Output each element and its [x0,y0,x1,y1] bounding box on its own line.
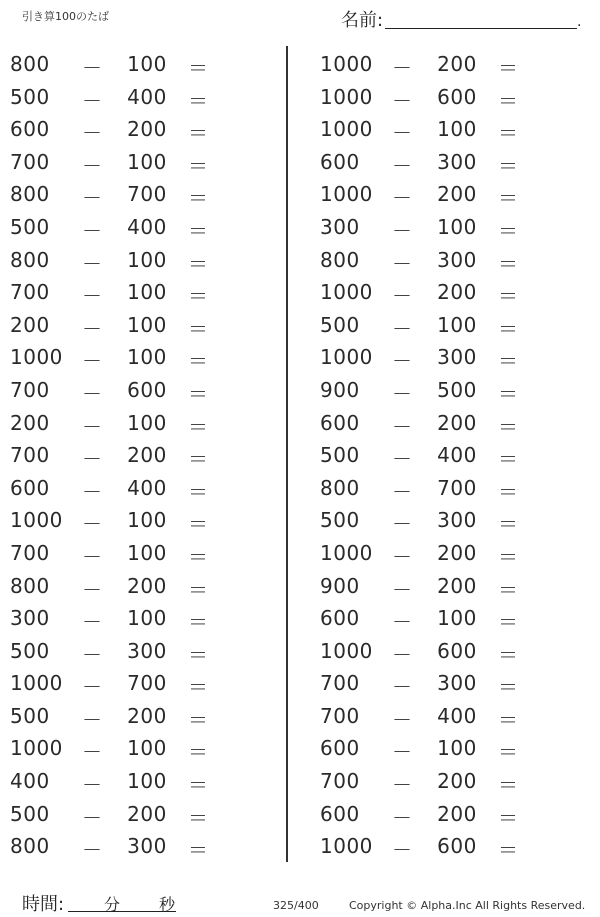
problem-row [310,472,580,505]
column-divider [286,46,288,862]
problem-row [0,211,270,244]
minus-sign: － [82,479,103,504]
equals-sign: ＝ [498,577,519,602]
minus-sign: － [82,251,103,276]
problem-row [0,374,270,407]
equals-sign: ＝ [498,544,519,569]
problem-row [310,211,580,244]
minuend: 500 [10,638,50,663]
subtrahend: 300 [437,149,477,174]
minus-sign: － [82,805,103,830]
problem-row [0,635,270,668]
problem-row [310,113,580,146]
subtrahend: 600 [437,638,477,663]
minuend: 600 [320,410,360,435]
problem-row [0,700,270,733]
subtrahend: 100 [127,736,167,761]
subtrahend: 200 [127,117,167,142]
subtrahend: 400 [127,84,167,109]
subtrahend: 100 [437,117,477,142]
minus-sign: － [392,88,413,113]
minus-sign: － [82,186,103,211]
equals-sign: ＝ [188,121,209,146]
minus-sign: － [392,251,413,276]
equals-sign: ＝ [188,349,209,374]
minus-sign: － [392,642,413,667]
minuend: 1000 [10,345,63,370]
minus-sign: － [392,740,413,765]
subtrahend: 200 [127,573,167,598]
problem-row [0,537,270,570]
copyright-notice: Copyright © Alpha.Inc All Rights Reserved. [349,899,586,912]
minus-sign: － [82,88,103,113]
problem-row [0,341,270,374]
equals-sign: ＝ [498,642,519,667]
subtrahend: 100 [127,540,167,565]
problem-row [310,570,580,603]
minuend: 700 [10,280,50,305]
minus-sign: － [392,610,413,635]
minuend: 1000 [320,834,373,859]
subtrahend: 100 [437,736,477,761]
problem-row [310,439,580,472]
equals-sign: ＝ [498,838,519,863]
minus-sign: － [392,349,413,374]
equals-sign: ＝ [188,773,209,798]
equals-sign: ＝ [188,512,209,537]
equals-sign: ＝ [498,707,519,732]
minuend: 200 [10,410,50,435]
equals-sign: ＝ [498,349,519,374]
problem-row [310,830,580,863]
equals-sign: ＝ [498,316,519,341]
subtrahend: 300 [437,508,477,533]
subtrahend: 100 [127,345,167,370]
minuend: 600 [10,475,50,500]
equals-sign: ＝ [498,121,519,146]
minuend: 500 [320,508,360,533]
equals-sign: ＝ [188,381,209,406]
minus-sign: － [392,381,413,406]
minus-sign: － [82,544,103,569]
equals-sign: ＝ [188,218,209,243]
minuend: 800 [320,247,360,272]
equals-sign: ＝ [498,512,519,537]
minus-sign: － [82,153,103,178]
equals-sign: ＝ [188,153,209,178]
minuend: 900 [320,573,360,598]
equals-sign: ＝ [498,773,519,798]
equals-sign: ＝ [498,675,519,700]
subtrahend: 100 [127,410,167,435]
minus-sign: － [392,512,413,537]
problem-row [310,244,580,277]
problem-row [310,146,580,179]
minuend: 600 [10,117,50,142]
problem-row [0,830,270,863]
name-end-dot: . [577,14,582,30]
minuend: 500 [10,214,50,239]
equals-sign: ＝ [498,805,519,830]
minus-sign: － [392,838,413,863]
subtrahend: 400 [437,443,477,468]
minus-sign: － [392,121,413,146]
equals-sign: ＝ [498,153,519,178]
minus-sign: － [392,56,413,80]
minus-sign: － [82,675,103,700]
minuend: 900 [320,377,360,402]
minus-sign: － [82,284,103,309]
problem-row [0,439,270,472]
equals-sign: ＝ [498,56,519,80]
problem-row [310,667,580,700]
equals-sign: ＝ [188,675,209,700]
minuend: 500 [10,703,50,728]
subtrahend: 400 [437,703,477,728]
subtrahend: 100 [127,606,167,631]
equals-sign: ＝ [188,284,209,309]
minus-sign: － [82,218,103,243]
equals-sign: ＝ [188,544,209,569]
subtrahend: 700 [437,475,477,500]
minuend: 600 [320,606,360,631]
minus-sign: － [82,349,103,374]
problem-row [0,407,270,440]
name-label: 名前: [341,10,384,31]
subtrahend: 700 [127,182,167,207]
equals-sign: ＝ [188,610,209,635]
minus-sign: － [392,447,413,472]
subtrahend: 300 [437,671,477,696]
minuend: 800 [10,247,50,272]
minuend: 800 [320,475,360,500]
subtrahend: 100 [127,312,167,337]
minutes-label: 分 [104,895,121,914]
problem-row [0,504,270,537]
equals-sign: ＝ [188,414,209,439]
subtrahend: 100 [437,312,477,337]
subtrahend: 200 [437,801,477,826]
equals-sign: ＝ [498,251,519,276]
minus-sign: － [82,707,103,732]
subtrahend: 100 [127,508,167,533]
minuend: 600 [320,149,360,174]
minus-sign: － [82,642,103,667]
subtrahend: 100 [127,149,167,174]
problem-row [310,341,580,374]
minus-sign: － [82,414,103,439]
problem-row [0,178,270,211]
minus-sign: － [82,610,103,635]
worksheet-title: 引き算100のたば [22,10,109,23]
minus-sign: － [82,577,103,602]
minus-sign: － [82,512,103,537]
subtrahend: 200 [437,182,477,207]
problem-row [310,309,580,342]
minus-sign: － [82,740,103,765]
minus-sign: － [392,316,413,341]
problem-column-left [0,48,270,863]
equals-sign: ＝ [188,642,209,667]
minuend: 1000 [320,117,373,142]
equals-sign: ＝ [188,251,209,276]
minuend: 1000 [10,736,63,761]
problem-row [0,244,270,277]
minuend: 400 [10,769,50,794]
minus-sign: － [392,544,413,569]
problem-row [310,48,580,81]
minus-sign: － [392,805,413,830]
equals-sign: ＝ [498,610,519,635]
subtrahend: 200 [437,573,477,598]
subtrahend: 200 [127,703,167,728]
subtrahend: 200 [437,769,477,794]
equals-sign: ＝ [188,805,209,830]
minus-sign: － [392,218,413,243]
minuend: 700 [320,769,360,794]
minuend: 1000 [320,280,373,305]
problem-row [0,732,270,765]
subtrahend: 600 [127,377,167,402]
subtrahend: 100 [437,214,477,239]
minus-sign: － [392,284,413,309]
problem-row [0,309,270,342]
equals-sign: ＝ [188,56,209,80]
subtrahend: 300 [437,345,477,370]
subtrahend: 100 [127,247,167,272]
seconds-label: 秒 [159,895,176,914]
minuend: 1000 [320,52,373,76]
page-number: 325/400 [273,899,319,912]
problem-row [0,146,270,179]
minus-sign: － [392,773,413,798]
problem-row [0,765,270,798]
minuend: 1000 [320,540,373,565]
subtrahend: 300 [437,247,477,272]
minuend: 800 [10,182,50,207]
problem-row [310,765,580,798]
minuend: 1000 [320,345,373,370]
subtrahend: 700 [127,671,167,696]
equals-sign: ＝ [498,284,519,309]
problem-row [310,635,580,668]
subtrahend: 200 [437,410,477,435]
minus-sign: － [392,707,413,732]
minus-sign: － [392,186,413,211]
minuend: 700 [10,377,50,402]
name-underline [385,28,577,29]
name-field[interactable] [341,4,581,30]
equals-sign: ＝ [188,316,209,341]
equals-sign: ＝ [498,186,519,211]
minus-sign: － [392,675,413,700]
problem-row [310,374,580,407]
equals-sign: ＝ [188,479,209,504]
problem-row [310,178,580,211]
minus-sign: － [82,381,103,406]
minuend: 600 [320,736,360,761]
problem-row [310,798,580,831]
minuend: 300 [10,606,50,631]
subtrahend: 500 [437,377,477,402]
equals-sign: ＝ [188,740,209,765]
problem-row [0,667,270,700]
subtrahend: 100 [437,606,477,631]
subtrahend: 200 [127,443,167,468]
subtrahend: 200 [437,540,477,565]
minus-sign: － [82,773,103,798]
problem-row [0,472,270,505]
problem-row [310,537,580,570]
problem-row [0,798,270,831]
minus-sign: － [82,121,103,146]
minus-sign: － [82,316,103,341]
problem-row [310,602,580,635]
minuend: 1000 [320,84,373,109]
problem-row [310,81,580,114]
equals-sign: ＝ [188,186,209,211]
minuend: 700 [320,703,360,728]
subtrahend: 400 [127,475,167,500]
minus-sign: － [392,153,413,178]
minuend: 200 [10,312,50,337]
minus-sign: － [392,414,413,439]
minuend: 700 [10,149,50,174]
subtrahend: 200 [437,280,477,305]
minuend: 300 [320,214,360,239]
equals-sign: ＝ [188,88,209,113]
equals-sign: ＝ [188,577,209,602]
minuend: 700 [320,671,360,696]
minuend: 700 [10,540,50,565]
problem-row [0,113,270,146]
problem-row [310,407,580,440]
subtrahend: 600 [437,84,477,109]
equals-sign: ＝ [188,838,209,863]
problem-row [0,81,270,114]
minuend: 500 [320,443,360,468]
minuend: 600 [320,801,360,826]
subtrahend: 200 [437,52,477,76]
subtrahend: 600 [437,834,477,859]
equals-sign: ＝ [498,414,519,439]
subtrahend: 300 [127,834,167,859]
minuend: 800 [10,573,50,598]
minuend: 500 [10,801,50,826]
minuend: 1000 [10,671,63,696]
problem-column-right [310,48,580,863]
minuend: 700 [10,443,50,468]
problem-row [0,570,270,603]
minus-sign: － [82,447,103,472]
subtrahend: 300 [127,638,167,663]
subtrahend: 100 [127,769,167,794]
subtrahend: 100 [127,280,167,305]
problem-row [310,732,580,765]
minus-sign: － [82,56,103,80]
minuend: 800 [10,52,50,76]
equals-sign: ＝ [498,740,519,765]
subtrahend: 200 [127,801,167,826]
equals-sign: ＝ [188,447,209,472]
equals-sign: ＝ [498,88,519,113]
equals-sign: ＝ [498,479,519,504]
minuend: 500 [10,84,50,109]
problem-row [310,504,580,537]
minus-sign: － [82,838,103,863]
minuend: 1000 [320,182,373,207]
problem-row [0,602,270,635]
problem-row [310,700,580,733]
minuend: 1000 [10,508,63,533]
equals-sign: ＝ [498,447,519,472]
minus-sign: － [392,577,413,602]
equals-sign: ＝ [498,218,519,243]
minuend: 1000 [320,638,373,663]
minus-sign: － [392,479,413,504]
problem-row [310,276,580,309]
minuend: 500 [320,312,360,337]
subtrahend: 400 [127,214,167,239]
problem-row [0,276,270,309]
problem-row [0,48,270,81]
time-field[interactable] [22,890,222,914]
equals-sign: ＝ [188,707,209,732]
subtrahend: 100 [127,52,167,76]
time-label: 時間: [22,894,65,915]
minuend: 800 [10,834,50,859]
equals-sign: ＝ [498,381,519,406]
